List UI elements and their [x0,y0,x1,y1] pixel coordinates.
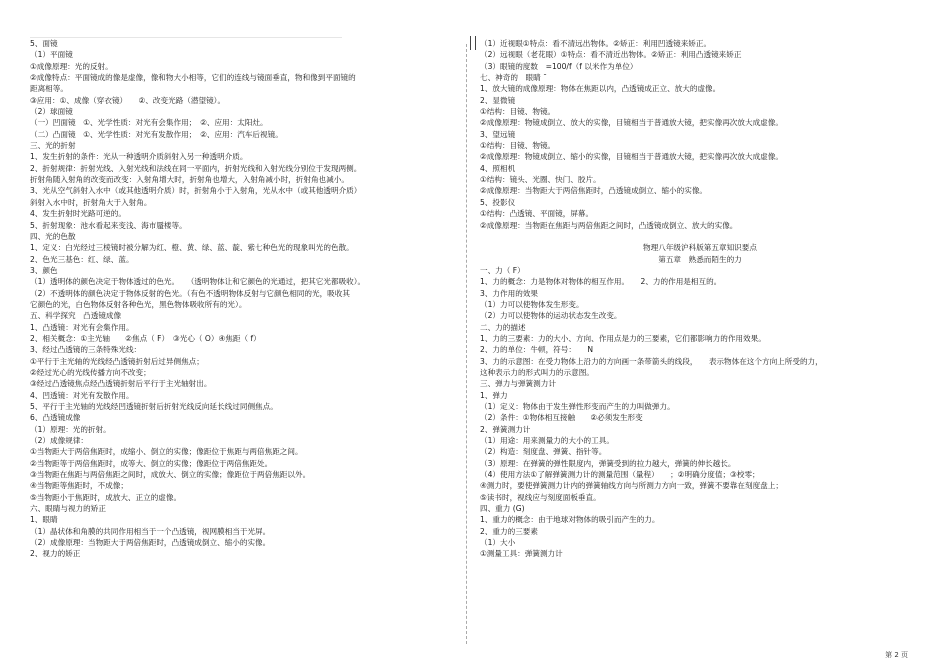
text-line: （2）远视眼（老花眼）①特点：看不清近出物体。②矫正：利用凸透镜来矫正 [480,50,742,60]
text-line: 5、面镜 [30,39,58,48]
text-line: （1）力可以使物体发生形变。 [480,299,584,309]
text-line: 1、凸透镜：对光有会集作用。 [30,322,134,332]
text-line: 四、重力 (G) [480,504,525,514]
text-line: 2、弹簧测力计 [480,424,531,434]
text-line: 2、视力的矫正 [30,549,81,559]
text-line: 它颜色的光，白色物体反射各种色光，黑色物体吸收所有的光）。 [30,299,247,309]
text-line: ②成像特点：平面镜成的像是虚像，像和物大小相等，它们的连线与镜面垂直，物和像到平面镜的 [30,73,356,83]
text-line: ②经过光心的光线传播方向不改变； [30,367,151,377]
text-line: （2）不透明体的颜色决定于物体反射的色光。（有色不透明物体反射与它颜色相同的光，吸收其 [30,288,350,298]
text-line: 六、眼睛与视力的矫正 [30,504,106,514]
text-line: 1、发生折射的条件：光从一种透明介质斜射入另一种透明介质。 [30,152,248,162]
text-line: 三、弹力与弹簧测力计 [480,379,556,389]
left-column [30,38,458,560]
text-line: ②成像原理：当物距在焦距与两倍焦距之间时，凸透镜成倒立、放大的实像。 [480,220,738,230]
chapter-heading: 物理八年级沪科版第五章知识要点 [643,243,757,253]
text-line [480,231,920,242]
text-line: （2）构造：刻度盘、弹簧、指针等。 [480,447,607,457]
text-line: （2）力可以使物体的运动状态发生改变。 [480,311,622,321]
text-line: 四、光的色散 [30,231,76,241]
text-line: ③经过凸透镜焦点经凸透镜折射后平行于主光轴射出。 [30,379,212,389]
text-line: （1）用途：用来测量力的大小的工具。 [480,436,614,446]
text-line: 2、显微镜 [480,95,516,105]
text-line: ④当物距等焦距时，不成像； [30,481,128,491]
text-line: 七、神奇的 眼睛 ˉ [480,73,547,83]
text-line: 1、眼睛 [30,515,58,525]
text-line: ②成像原理：物镜成倒立、缩小的实像，目镜相当于普通放大镜，把实像再次放大成虚像。 [480,152,783,162]
text-line: （2）球面镜 [30,107,73,117]
text-line: （2）成像原理：当物距大于两倍焦距时，凸透镜成倒立、缩小的实像。 [30,538,271,548]
text-line: 三、光的折射 [30,141,76,151]
text-line: （一）凹面镜 ①、光学性质：对光有会集作用； ②、应用：太阳灶。 [30,118,268,128]
text-line: 这种表示力的形式叫力的示意图。 [480,367,594,377]
text-line: ④测力时，要使弹簧测力计内的弹簧轴线方向与所测力方向一致，弹簧不要靠在刻度盘上； [480,481,783,491]
text-line: 一、力（ F） [480,265,525,275]
text-line: 距离相等。 [30,84,68,94]
text-line: ①结构：目镜、物镜。 [480,107,556,117]
chapter-heading: 第五章 熟悉而陌生的力 [658,254,742,264]
text-line: 二、力的描述 [480,322,526,332]
text-line: ③当物距在焦距与两倍焦距之间时，成放大、倒立的实像；像距位于两倍焦距以外。 [30,470,311,480]
text-line: ①测量工具：弹簧测力计 [480,549,563,559]
text-line: 1、力的三要素：力的大小、方向、作用点是力的三要素，它们都影响力的作用效果。 [480,333,766,343]
text-line: 折射角随入射角的改变而改变：入射角增大时，折射角也增大，入射角减小时，折射角也减小。 [30,175,349,185]
text-line: 4、照相机 [480,163,516,173]
text-line: 2、重力的三要素 [480,526,538,536]
text-line: （3）原理：在弹簧的弹性限度内，弹簧受到的拉力越大，弹簧的伸长越长。 [480,458,736,468]
text-line: 1、重力的概念：由于地球对物体的吸引而产生的力。 [480,515,660,525]
text-line: 2、力的单位：牛顿，符号： N [480,345,594,355]
text-line: （4）使用方法①了解弹簧测力计的测量范围（量程） ；②明确分度值；③校零； [480,470,760,480]
text-line: 2、相关概念：①主光轴 ②焦点（ F） ③光心（ O）④焦距（ f） [30,333,261,343]
text-line: ①成像原理：光的反射。 [30,61,113,71]
text-line: 1、放大镜的成像原理：物体在焦距以内，凸透镜成正立、放大的虚像。 [480,84,721,94]
text-line: ②成像原理：当物距大于两倍焦距时，凸透镜成倒立、缩小的实像。 [480,186,708,196]
column-divider-mark [470,36,476,50]
text-line: ①平行于主光轴的光线经凸透镜折射后过异侧焦点； [30,356,204,366]
text-line: 5、折射现象：池水看起来变浅、海市蜃楼等。 [30,220,187,230]
text-line: 2、色光三基色：红、绿、蓝。 [30,254,134,264]
text-line: 3、力作用的效果 [480,288,538,298]
text-line: 4、凹透镜：对光有发散作用。 [30,390,134,400]
text-line: 3、颜色 [30,265,58,275]
text-line: ③应用：①、成像（穿衣镜） ②、改变光路（潜望镜）。 [30,95,226,105]
text-line: ①结构：镜头、光圈、快门、胶片。 [480,175,601,185]
text-line: 1、弹力 [480,390,508,400]
text-line: （1）大小 [480,538,516,548]
text-line: 1、定义：白光经过三棱镜时被分解为红、橙、黄、绿、蓝、靛、紫七种色光的现象叫光的色散。 [30,243,354,253]
text-line: ②成像原理：物镜成倒立、放大的实像，目镜相当于普通放大镜，把实像再次放大成虚像。 [480,118,783,128]
text-line: 五、科学探究 凸透镜成像 [30,311,122,321]
text-line: 3、力的示意图：在受力物体上沿力的方向画一条带箭头的线段， 表示物体在这个方向上所受的力， [480,356,823,366]
text-line: 6、凸透镜成像 [30,413,81,423]
page-number: 第 2 页 [885,651,908,659]
text-line: 3、经过凸透镜的三条特殊光线： [30,345,142,355]
column-divider [466,44,467,644]
text-line: ⑤当物距小于焦距时，成放大、正立的虚像。 [30,492,182,502]
text-line: （2）条件：①物体相互接触 ②必须发生形变 [480,413,643,423]
text-line: （2）成像规律： [30,436,88,446]
text-line: 斜射入水中时，折射角大于入射角。 [30,197,152,207]
text-line: 3、望远镜 [480,129,516,139]
text-line: （1）晶状体和角膜的共同作用相当于一个凸透镜，视网膜相当于光屏。 [30,526,271,536]
text-line: （3）眼镜的度数 =100/f（f 以米作为单位） [480,61,638,71]
text-line: （1）原理：光的折射。 [30,424,111,434]
right-column [480,38,920,560]
text-line: （1）近视眼①特点：看不清远出物体。②矫正：利用凹透镜来矫正。 [480,39,712,48]
text-line: ①结构：凸透镜、平面镜，屏幕。 [480,209,594,219]
text-line: ⑤读书时，视线应与刻度面板垂直。 [480,492,601,502]
text-line: （二）凸面镜 ①、光学性质：对光有发散作用； ②、应用：汽车后视镜。 [30,129,283,139]
text-line: 2、折射规律：折射光线、入射光线和法线在同一平面内，折射光线和入射光线分别位于发现两侧。 [30,163,362,173]
text-line: 3、光从空气斜射入水中（或其他透明介质）时，折射角小于入射角，光从水中（或其他透明介质） [30,186,362,196]
text-line: 5、平行于主光轴的光线经凹透镜折射后折射光线反向延长线过同侧焦点。 [30,402,278,411]
text-line: 4、发生折射时光路可逆的。 [30,209,126,219]
text-line: ②当物距等于两倍焦距时，成等大、倒立的实像；像距位于两倍焦距处。 [30,458,273,468]
text-line: 5、投影仪 [480,197,516,207]
text-line: ①结构：目镜、物镜。 [480,141,556,151]
text-line: ①当物距大于两倍焦距时，成缩小、倒立的实像；像距位于焦距与两倍焦距之间。 [30,447,303,457]
text-line: （1）平面镜 [30,50,73,60]
text-line: （1）定义：物体由于发生弹性形变而产生的力叫做弹力。 [480,402,675,411]
text-line: （1）透明体的颜色决定于物体透过的色光。 （透明物体让和它颜色的光通过，把其它光都吸收）。 [30,277,366,287]
text-line: 1、力的概念：力是物体对物体的相互作用。 2、力的作用是相互的。 [480,277,722,287]
